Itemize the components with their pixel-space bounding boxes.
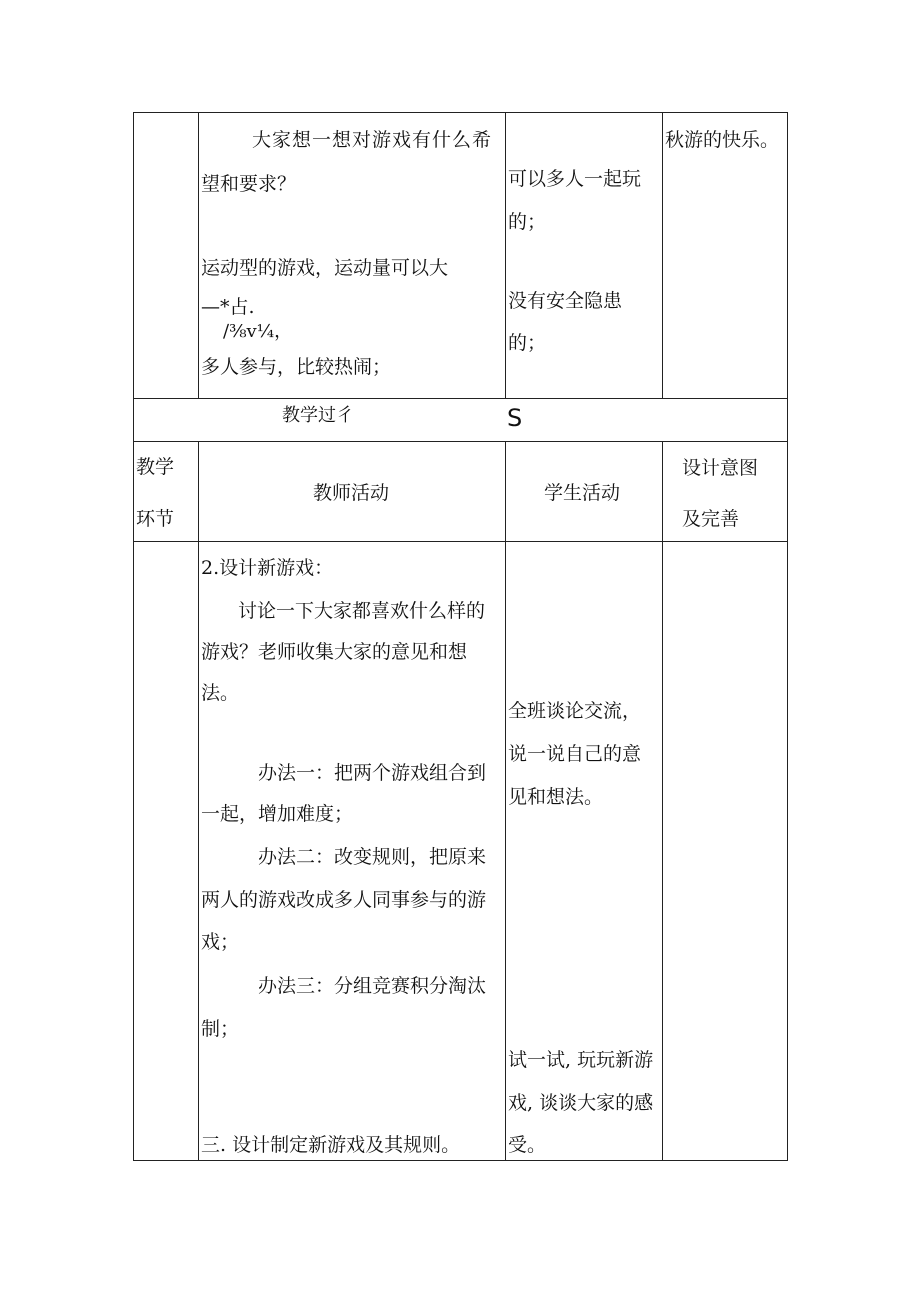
table-border-top — [133, 112, 788, 113]
body-teacher-line: 办法一：把两个游戏组合到 — [258, 762, 487, 784]
body-teacher-line: 一起，增加难度； — [201, 803, 354, 825]
body-teacher-line: 讨论一下大家都喜欢什么样的 — [238, 600, 486, 622]
header-student: 学生活动 — [544, 482, 621, 504]
top-teacher-line: 望和要求？ — [201, 173, 297, 195]
body-teacher-line: 两人的游戏改成多人同事参与的游 — [201, 889, 487, 911]
body-teacher-line: 游戏？老师收集大家的意见和想 — [201, 641, 468, 663]
body-student-line: 试一试, 玩玩新游 — [508, 1049, 654, 1071]
top-teacher-line: 运动型的游戏，运动量可以大 — [201, 257, 449, 279]
body-teacher-line: 制； — [201, 1018, 240, 1040]
column-divider-1 — [198, 112, 199, 399]
header-design-line: 设计意图 — [682, 457, 759, 479]
table-border-left — [133, 112, 134, 1161]
body-teacher-line: 办法二：改变规则，把原来 — [258, 846, 487, 868]
column-divider-3 — [662, 112, 663, 399]
body-student-line: 见和想法。 — [508, 786, 604, 808]
top-design-text: 秋游的快乐。 — [665, 129, 780, 151]
column-divider-2 — [505, 112, 506, 399]
body-teacher-line: 办法三：分组竞赛积分淘汰 — [258, 975, 487, 997]
body-teacher-line: 2.设计新游戏： — [201, 557, 334, 579]
section-title: 教学过彳 — [282, 405, 354, 426]
top-student-line: 的； — [508, 332, 547, 354]
top-teacher-line: 多人参与，比较热闹； — [201, 356, 392, 378]
top-teacher-line: 大家想一想对游戏有什么希 — [252, 129, 493, 151]
body-student-line: 全班谈论交流， — [508, 700, 642, 722]
column-divider-3 — [662, 441, 663, 1161]
top-student-line: 没有安全隐患 — [508, 290, 623, 312]
header-design-line: 及完善 — [682, 508, 740, 530]
body-teacher-line: 三. 设计制定新游戏及其规则。 — [201, 1134, 461, 1156]
top-teacher-line: ∕⅜v¼， — [223, 321, 293, 342]
top-student-line: 可以多人一起玩 — [508, 168, 642, 190]
body-teacher-line: 法。 — [201, 682, 240, 704]
section-divider-bottom — [133, 441, 788, 442]
top-teacher-line: —*占. — [201, 296, 255, 318]
body-student-line: 戏, 谈谈大家的感 — [508, 1092, 654, 1114]
body-student-line: 说一说自己的意 — [508, 743, 642, 765]
header-teacher: 教师活动 — [313, 482, 390, 504]
header-stage-line: 教学 — [136, 456, 175, 478]
header-stage-line: 环节 — [136, 508, 175, 530]
section-mark: S — [507, 404, 523, 432]
section-divider-top — [133, 398, 788, 399]
top-student-line: 的； — [508, 211, 547, 233]
table-border-bottom — [133, 1160, 788, 1161]
body-student-line: 受。 — [508, 1134, 547, 1156]
table-border-right — [787, 112, 788, 1161]
header-divider — [133, 541, 788, 542]
body-teacher-line: 戏； — [201, 931, 240, 953]
column-divider-2 — [505, 441, 506, 1161]
column-divider-1 — [198, 441, 199, 1161]
